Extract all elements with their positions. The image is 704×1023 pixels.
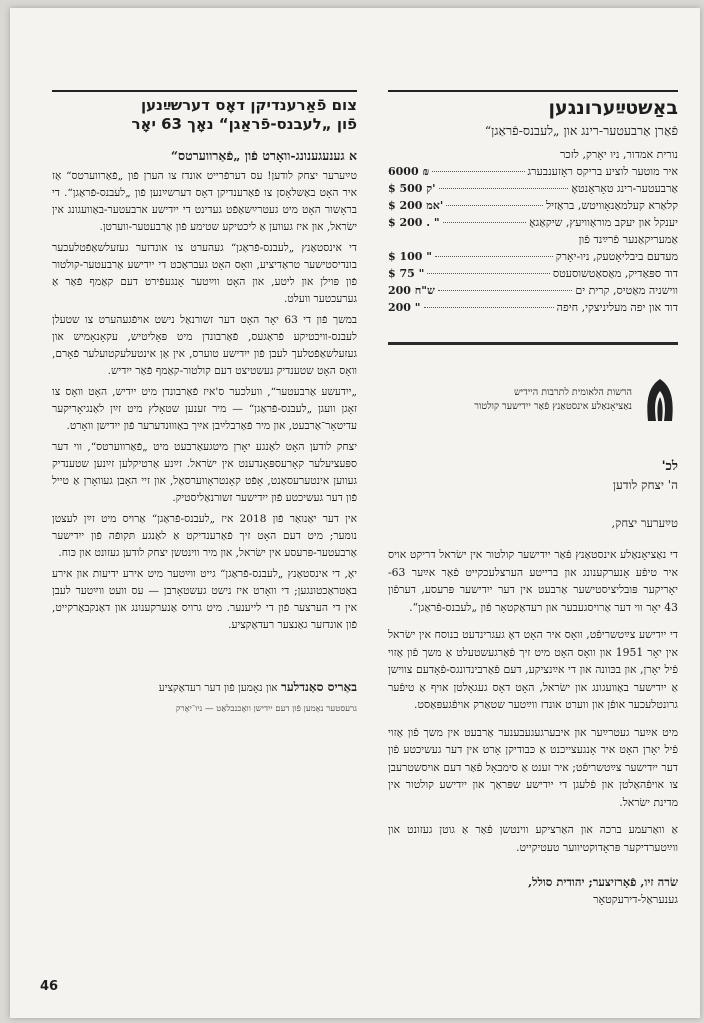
institute-logo-icon xyxy=(642,377,678,423)
letter-paragraph: אַ וואַרעמע ברכה און האַרציקע ווינטשן פֿאַר אַ גוטן געזונט און ווײַטערדיקער פּראָדוקטיווער טעטיקייט. xyxy=(388,823,678,854)
donor-name: נורית אמדור, ניו יאָרק, לזכר xyxy=(559,148,678,161)
article-title: צום פֿאַרענדיקן דאָס דערשײַנען xyxy=(141,96,357,114)
article-title-block xyxy=(52,90,357,134)
page-number: 46 xyxy=(40,979,59,994)
donor-row xyxy=(388,282,678,299)
donor-amount: 200 ש"ח xyxy=(388,284,435,297)
signature-role: גענעראַל-דירעקטאָר xyxy=(593,893,678,906)
article-paragraph: במשך פֿון די 63 יאָר האָט דער זשורנאַל נישט אויפֿגעהערט צו שטעלן לעבנס-וויכטיקע פֿראַגעס, פֿאַרבונדן מיט פּאָליטיש, עקאָנאָמיש און געזעלשאַפֿטלעך לעבן פֿון ייִדישע טוערס, אין אַן אינטעלעקטועלער פֿאָרם, וואָס האָט שטענדיק געשטיצט דעם קולטור-קאַמף פֿאַר ייִדיש. xyxy=(52,314,358,377)
donor-row xyxy=(388,248,678,265)
donations-heading: באַשטײַערונגען xyxy=(548,97,678,119)
donor-amount: $ 100 " xyxy=(388,250,433,263)
donations-title-block xyxy=(388,90,678,140)
section-divider xyxy=(388,342,678,345)
donor-amount: $ 200 . " xyxy=(388,216,440,229)
author-role: און נאָמען פֿון דער רעדאַקציע xyxy=(158,682,278,694)
section-heading: א גענעגענונג-וואָרט פֿון „פֿאַרווערטס“ xyxy=(170,148,357,163)
dot-leader xyxy=(435,256,553,257)
donor-amount: $ 200 אמ' xyxy=(388,199,444,212)
article-paragraph: אין דער יאַנואַר פֿון 2018 איז „לעבנס-פֿראַגן“ אַרויס מיט זײַן לעצטן נומער; מיט דעם האָט זיך פֿאַרענדיקט אַ לאַנגע תּקופֿה פֿון ייִדישער אַרבעטער-פּרעסע אין ישׂראל, און מיר ווינטשן יצחק לודען געזונט און כּוח. xyxy=(52,513,357,559)
letter-paragraph: די נאַציאָנאַלע אינסטאַנץ פֿאַר ייִדישער קולטור אין ישׂראל דריקט אויס איר טיפֿע אָנערקענונג און ברייטע הערצלעכקייט פֿאַר אײַער 63-יאָריקער פּובליציסטישער אַרבעט אין דער ייִדישער פּרעסע, דערפֿון 43 יאָר ווי דער אַרויסגעבער און רעדאַקטאָר פֿון „לעבנס-פֿראַגן“. xyxy=(388,548,678,614)
donor-name: ווישניה מאַטיס, קרית ים xyxy=(575,284,678,297)
donor-amount: 6000 ₪ xyxy=(388,165,430,178)
donor-row xyxy=(388,197,678,214)
donor-row xyxy=(388,299,678,316)
donor-amount: 200 " xyxy=(388,301,421,314)
donor-name: דוד ספּאַדיק, מאַסאַטשוסעטס xyxy=(552,267,678,280)
donor-row xyxy=(388,163,678,180)
letter-paragraph: די ייִדישע צײַטשריפֿט, וואָס איר האָט דאָ געגרינדעט בנוסח אין ישׂראל אין יאָר 1951 און וואָס האָט מיט זיך פֿאַרגעשטעלט אַ משך פֿון אַזוי פֿיל יאָרן, און בכּוונה און די אײַנציקע, דעם פֿאַרבינדונגס-פֿאָדעם צווישן אַ ייִדישער באַוועגונג און ישׂראל, האָט דאָס געגאָלטן אויף אַ טיפֿער גרונטלעכער אופֿן און ווערט אונדז ווײַטער שטאַרק אויפֿגעפּאַסט. xyxy=(388,628,678,711)
signature-names: שׂרה זיו, פֿאָרזיצער; יהודית סולל, xyxy=(528,875,678,889)
institute-name-hebrew: הרשות הלאומית לתרבות היידיש xyxy=(513,387,632,398)
letter-addressee xyxy=(388,457,678,494)
author-name: באַריס סאַנדלער xyxy=(280,680,357,694)
author-note: גרעסטער נאָמען פֿון דעם ייִדישן וואָכנבלאַט — ניו־יאָרק xyxy=(175,704,357,714)
donor-row xyxy=(388,231,678,248)
dot-leader xyxy=(424,307,554,308)
dot-leader xyxy=(443,222,526,223)
donor-row xyxy=(388,265,678,282)
donor-list xyxy=(388,146,678,316)
dot-leader xyxy=(438,290,573,291)
institute-header xyxy=(388,377,678,423)
letter-signature xyxy=(388,874,678,908)
donor-amount: $ 75 " xyxy=(388,267,425,280)
institute-name-yiddish: נאַציאָנאַלע אינסטאַנץ פֿאַר ייִדישער קולטור xyxy=(474,401,632,412)
donations-column xyxy=(388,90,678,908)
article-subtitle: פֿון „לעבנס-פֿראַגן“ נאָך 63 יאָר xyxy=(131,115,357,133)
article-paragraph: „ייִדעשע אַרבעטער“, וועלכער ס'איז פֿאַרבונדן מיט ייִדיש, האָט וואָס צו זאָגן וועגן „לעבנס-פֿראַגן“ — מיר זענען שטאָלץ מיט זײַן לאַנגיאָריקער עדיטאָר־אַרבעט, און מיר פֿאַרבלײַבן אײַך באַוווּנדערער פֿון ייִדישן וואָרט. xyxy=(52,386,357,432)
article-paragraph: טײַערער יצחק לודען! עס דערפֿרייט אונדז צו הערן פֿון „פֿאַרווערטס“ אַז איר האָט באַשלאָסן צו פֿאַרענדיקן דאָס דערשײַנען פֿון „לעבנס-פֿראַגן“. די בראָשור האָט מיט געטרײַשאַפֿט געדינט די ייִדישע ארבעטער-באַוועגונג אין ישׂראל, און איז געווען אַ ליכטיקע שטימע פֿון אַרבעטער-ווערטן. xyxy=(52,170,357,233)
article-paragraph: די אינסטאַנץ „לעבנס-פֿראַגן“ געהערט צו אונדזער געזעלשאַפֿטלעכער בונדיסטישער טראַדיציע, וואָס האָט געבראַכט די ייִדישע אַרבעטער-קולטור פֿון פּוילן און ליטע, און האָט ווײַטער אָנגעפֿירט דעם קאַמף פֿאַר אַ גערעכטער וועלט. xyxy=(52,242,357,305)
donor-name: אַרבעטער-רינג טאָראָנטאָ xyxy=(571,182,678,195)
donor-name: דוד און יפה מעליניצקי, חיפה xyxy=(556,301,678,314)
dot-leader xyxy=(427,273,549,274)
donor-name: אַמעריקאַנער פֿרײַנד פֿון xyxy=(578,233,678,246)
institute-name xyxy=(474,386,632,414)
donor-name: מעדעם ביבליאָטעק, ניו-יאָרק xyxy=(555,250,678,263)
magazine-page xyxy=(10,8,700,1018)
dot-leader xyxy=(446,205,543,206)
dot-leader xyxy=(439,188,569,189)
donor-name: קלאַרא קעלמאַנאָוויטש, בראַזיל xyxy=(545,199,678,212)
donations-subheading: פֿאַרן אַרבעטער-רינג און „לעבנס-פֿראַגן“ xyxy=(484,123,678,138)
letter-to-label: לכ' xyxy=(661,459,678,474)
donor-row xyxy=(388,146,678,163)
donor-row xyxy=(388,180,678,197)
article-paragraph: יצחק לודען האָט לאַנגע יאָרן מיטגעאַרבעט מיט „פֿאַרווערטס“, ווי דער ספּעציעלער קאָרעספּאָנדענט אין ישׂראל. זײַנע אַרטיקלען זײַנען שטענדיק געווען אינטערעסאַנט, אָפֿט קאָנטראָווערסאַל, און זיי האָבן געוואָרן אַ טייל פֿון דער געשיכטע פֿון ייִדישער זשורנאַליסטיק. xyxy=(52,441,357,504)
donor-name: איר מוטער לוציע בריקס ראָזענבערג xyxy=(527,165,678,178)
donor-amount: $ 500 ק' xyxy=(388,182,436,195)
article-column xyxy=(52,90,357,717)
article-author xyxy=(52,680,357,717)
donor-row xyxy=(388,214,678,231)
donor-name: יענקל און יעקב מוראַוויעץ, שיקאַגאָ xyxy=(529,216,678,229)
letter-to-name: ה' יצחק לודען xyxy=(612,478,678,492)
letter-paragraph: מיט אײַער געטרײַער און איבערגעגעבענער אַרבעט אין משך פֿון אַזוי פֿיל יאָרן האָט איר אָנגעצייכנט אַ כּבודיקן אָרט אין דער געשיכטע פֿון דער ייִדישער צײַטשריפֿט; איר זענט אַ סימבאָל פֿאַר דעם אויסשטרעבן צו אויפֿהאַלטן און פֿלעגן די ייִדישע שפּראַך און ייִדישע קולטור אין מדינת ישׂראל. xyxy=(388,725,678,809)
dot-leader xyxy=(432,171,524,172)
article-paragraph: יאָ, די אינסטאַנץ „לעבנס-פֿראַגן“ גייט ווײַטער מיט אירע ידיעות און אירע באַטראַכטונגען; די וואָרט איז נישט געשטאָרבן — עס וועט ווײַטער לעבן אין די הערצער פֿון די לייענער. מיט גרויס אַנערקענונג און דאַנקבאַרקייט, פֿון אונדזער גאַנצער רעדאַקציע. xyxy=(52,568,357,631)
letter-greeting: טײַערער יצחק, xyxy=(611,516,678,530)
